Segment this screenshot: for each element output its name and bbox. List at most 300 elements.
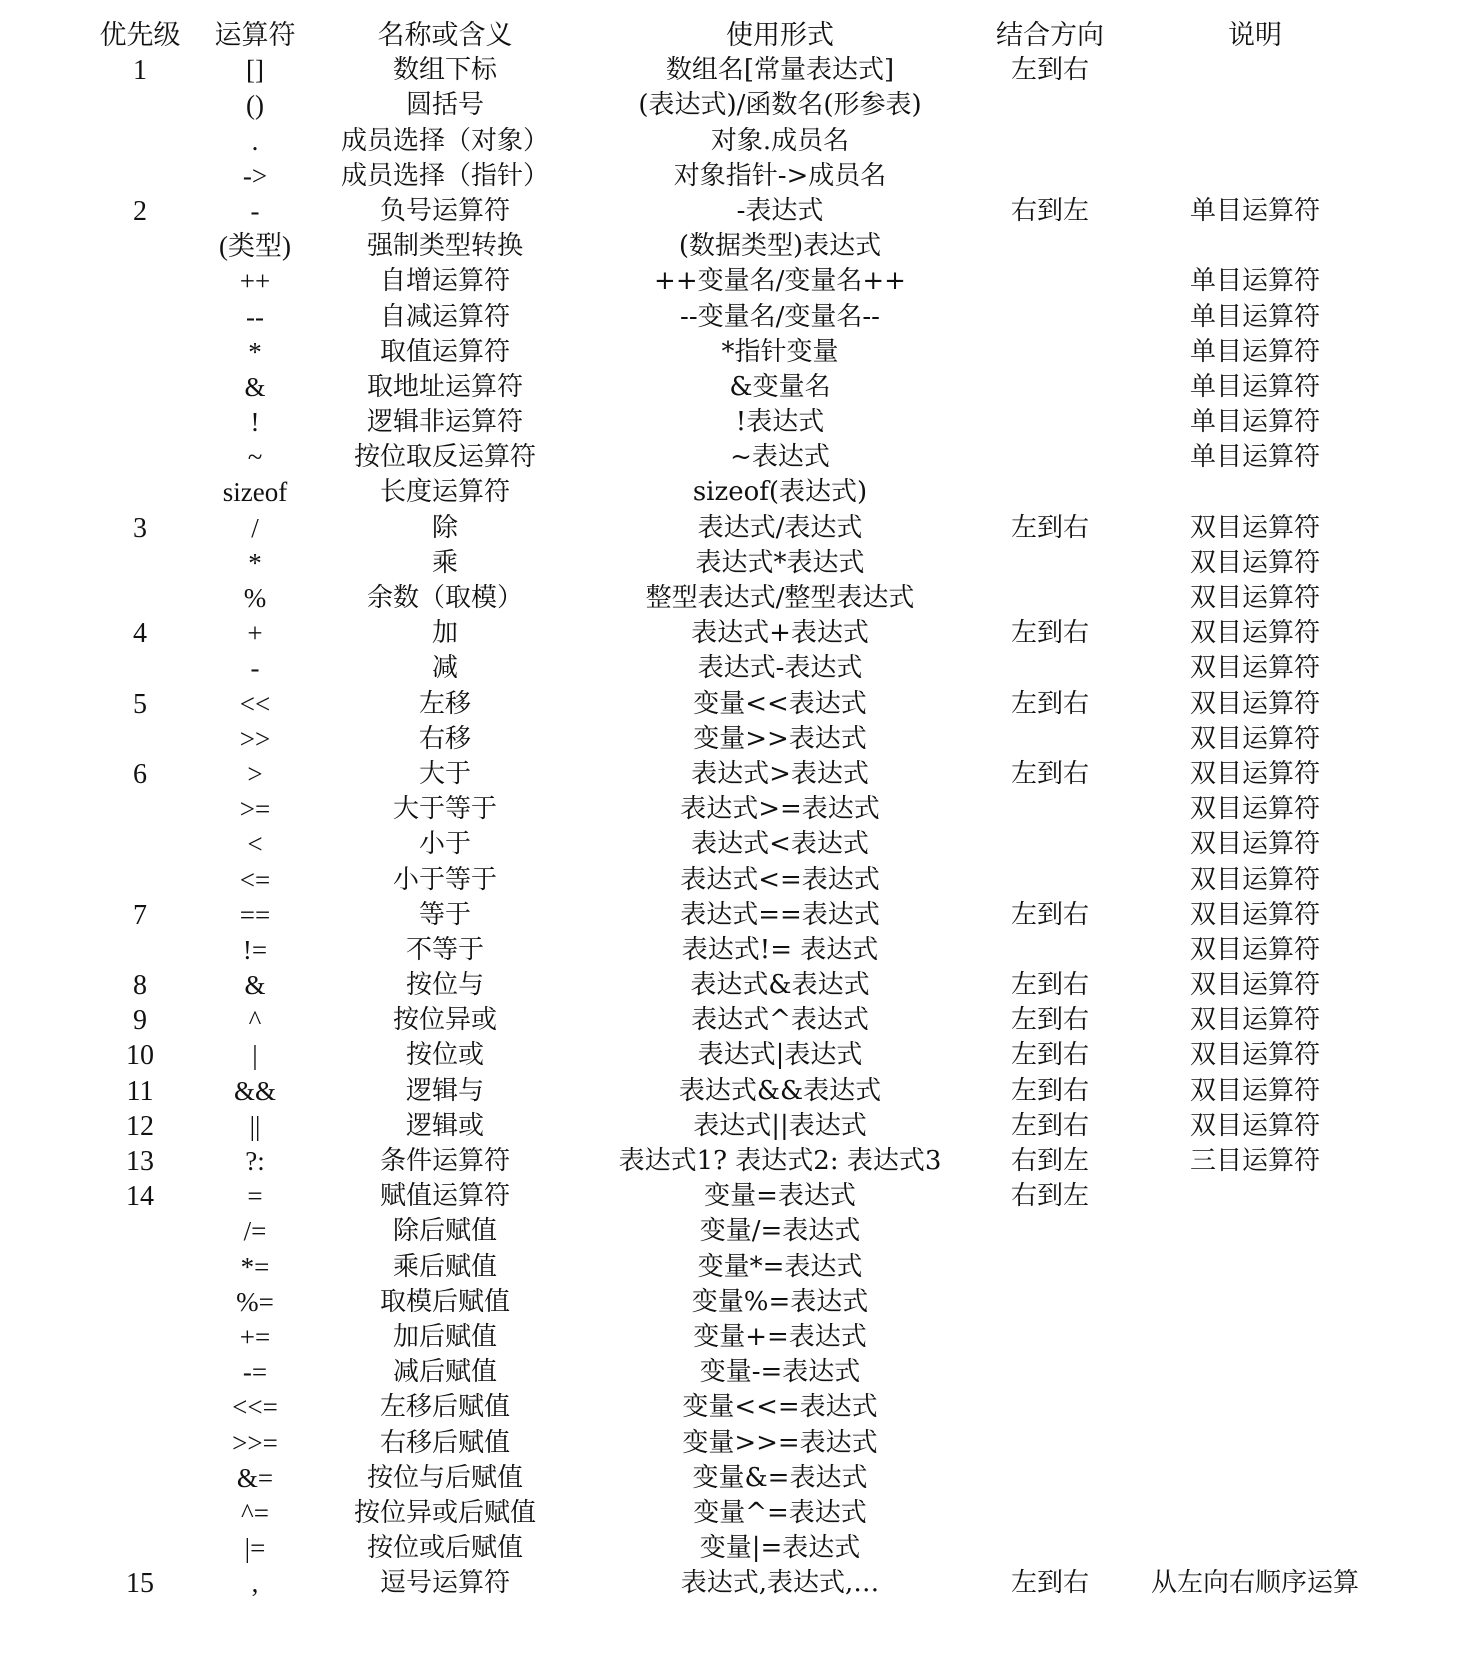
note-cell [1130,124,1380,159]
table-row [0,1496,1463,1531]
name-cell: 自增运算符 [379,266,510,297]
form-cell: 表达式==表达式 [680,899,880,930]
name-cell: 乘 [431,547,458,578]
table-row [0,687,1463,722]
operator-cell: * [248,547,262,578]
note-cell: 从左向右顺序运算 [1150,1568,1359,1599]
table-row [0,1074,1463,1109]
name-cell: 除后赋值 [392,1216,497,1247]
operator-cell: sizeof [222,477,288,508]
priority-cell: 13 [126,1146,154,1177]
priority-cell [88,124,192,159]
name-cell: 右移 [418,723,471,754]
operator-cell: -> [242,160,268,191]
table-row [0,88,1463,123]
direction-cell: 左到右 [1010,618,1089,649]
operator-cell: && [233,1075,276,1106]
direction-cell [985,546,1115,581]
form-cell: &变量名 [729,371,831,402]
name-cell: 自减运算符 [379,301,510,332]
table-row [0,651,1463,686]
direction-cell: 左到右 [1010,688,1089,719]
name-cell: 左移后赋值 [379,1392,510,1423]
name-cell: 减后赋值 [392,1357,497,1388]
form-cell: 表达式>表达式 [691,758,869,789]
priority-cell [88,1320,192,1355]
direction-cell [985,581,1115,616]
operator-cell: | [252,1040,258,1071]
form-cell: 变量*=表达式 [697,1251,863,1282]
operator-cell: ! [250,407,260,438]
direction-cell [985,863,1115,898]
note-cell [1130,1355,1380,1390]
operator-cell: >= [239,794,271,825]
priority-cell [88,1285,192,1320]
table-row [0,335,1463,370]
direction-cell [985,229,1115,264]
name-cell: 按位异或后赋值 [353,1497,536,1528]
form-cell: 数组名[常量表达式] [665,55,895,86]
table-row [0,933,1463,968]
priority-cell [88,229,192,264]
direction-cell [985,264,1115,299]
name-cell: 余数（取模） [366,583,523,613]
name-cell: 加后赋值 [392,1321,497,1352]
priority-cell: 7 [133,899,147,931]
table-row [0,616,1463,651]
form-cell: *指针变量 [721,336,839,367]
operator-cell: < [247,829,263,860]
name-cell: 条件运算符 [379,1146,510,1176]
priority-cell [88,264,192,299]
priority-cell: 9 [133,1005,147,1037]
direction-cell [985,405,1115,440]
table-row [0,757,1463,792]
form-cell: 变量=表达式 [704,1181,856,1212]
name-cell: 逻辑与 [405,1075,484,1106]
priority-cell: 6 [133,758,147,790]
form-cell: 对象.成员名 [710,125,850,156]
direction-cell [985,1250,1115,1285]
table-row [0,370,1463,405]
priority-cell [88,1426,192,1461]
form-cell: 变量^=表达式 [693,1497,867,1528]
form-cell: 表达式/表达式 [697,512,863,543]
form-cell: 变量+=表达式 [693,1321,867,1352]
note-cell: 双目运算符 [1189,829,1320,860]
name-cell: 减 [431,653,458,684]
operator-cell: != [242,934,268,965]
operator-cell: & [244,371,266,402]
form-cell: !表达式 [735,407,825,438]
header-direction: 结合方向 [996,20,1104,51]
note-cell [1130,229,1380,264]
direction-cell [985,1214,1115,1249]
direction-cell [985,159,1115,194]
operator-precedence-table [0,18,1463,1601]
priority-cell: 4 [133,618,147,650]
note-cell [1130,1179,1380,1214]
operator-cell: () [246,90,264,121]
priority-cell [88,370,192,405]
direction-cell [985,88,1115,123]
priority-cell [88,863,192,898]
form-cell: 表达式&&表达式 [678,1075,882,1106]
name-cell: 除 [431,512,458,543]
direction-cell: 左到右 [1010,1110,1089,1141]
note-cell [1130,159,1380,194]
table-row [0,792,1463,827]
operator-cell: , [251,1568,259,1599]
note-cell: 双目运算符 [1189,583,1320,613]
name-cell: 取值运算符 [379,336,510,367]
operator-cell: <= [239,864,271,895]
table-row [0,863,1463,898]
form-cell: (数据类型)表达式 [678,231,882,262]
note-cell [1130,1496,1380,1531]
note-cell: 双目运算符 [1189,547,1320,578]
name-cell: 数组下标 [392,55,497,86]
operator-cell: >> [239,723,271,754]
note-cell [1130,1390,1380,1425]
form-cell: 变量|=表达式 [699,1533,861,1564]
note-cell [1130,88,1380,123]
direction-cell [985,440,1115,475]
priority-cell: 14 [126,1181,154,1213]
direction-cell: 左到右 [1010,1005,1089,1036]
name-cell: 按位与后赋值 [366,1462,523,1493]
name-cell: 取模后赋值 [379,1286,510,1317]
direction-cell [985,475,1115,510]
name-cell: 左移 [418,688,471,719]
direction-cell [985,1390,1115,1425]
direction-cell: 左到右 [1010,970,1089,1001]
form-cell: 表达式<=表达式 [680,864,880,895]
table-row [0,1426,1463,1461]
name-cell: 长度运算符 [379,477,510,508]
name-cell: 强制类型转换 [366,231,523,262]
form-cell: (表达式)/函数名(形参表) [638,90,922,121]
name-cell: 加 [431,618,458,649]
form-cell: 整型表达式/整型表达式 [645,583,915,613]
priority-cell [88,159,192,194]
form-cell: 表达式+表达式 [691,618,869,649]
priority-cell: 11 [126,1075,154,1107]
header-note: 说明 [1228,20,1282,51]
note-cell: 双目运算符 [1189,1040,1320,1071]
priority-cell [88,827,192,862]
name-cell: 圆括号 [405,90,484,121]
direction-cell [985,124,1115,159]
note-cell [1130,53,1380,88]
direction-cell: 左到右 [1010,512,1089,543]
table-row [0,898,1463,933]
form-cell: ~表达式 [730,442,830,473]
priority-cell [88,1461,192,1496]
form-cell: 表达式*表达式 [695,547,865,578]
note-cell: 双目运算符 [1189,864,1320,895]
note-cell: 单目运算符 [1189,371,1320,402]
operator-cell: . [251,125,259,156]
form-cell: 表达式&表达式 [690,970,870,1001]
priority-cell [88,1496,192,1531]
note-cell [1130,1285,1380,1320]
header-name: 名称或含义 [377,20,513,51]
name-cell: 逻辑非运算符 [366,407,523,438]
priority-cell [88,475,192,510]
form-cell: 表达式<表达式 [691,829,869,860]
table-row [0,1038,1463,1073]
name-cell: 不等于 [405,934,484,965]
direction-cell [985,1426,1115,1461]
operator-cell: |= [244,1533,266,1564]
table-row [0,968,1463,1003]
operator-cell: == [239,899,271,930]
header-operator: 运算符 [214,20,296,51]
operator-cell: - [250,195,260,226]
priority-cell [88,722,192,757]
note-cell: 双目运算符 [1189,1005,1320,1036]
priority-cell [88,546,192,581]
direction-cell [985,300,1115,335]
name-cell: 小于 [418,829,471,860]
note-cell: 双目运算符 [1189,899,1320,930]
table-header-row [0,18,1463,53]
priority-cell [88,1531,192,1566]
table-row [0,1566,1463,1601]
operator-cell: ++ [239,266,271,297]
table-row [0,1390,1463,1425]
form-cell: 变量/=表达式 [699,1216,861,1247]
operator-cell: > [247,758,263,789]
operator-cell: -- [246,301,264,332]
table-row [0,1355,1463,1390]
priority-cell: 3 [133,512,147,544]
table-row [0,1003,1463,1038]
note-cell: 双目运算符 [1189,618,1320,649]
operator-cell: & [244,970,266,1001]
operator-cell: ?: [245,1146,265,1176]
form-cell: 变量<<表达式 [693,688,867,719]
table-row [0,827,1463,862]
name-cell: 负号运算符 [379,195,510,226]
table-row [0,264,1463,299]
form-cell: 表达式1? 表达式2: 表达式3 [618,1146,942,1176]
priority-cell [88,1390,192,1425]
table-row [0,229,1463,264]
name-cell: 按位或后赋值 [366,1533,523,1564]
direction-cell [985,1461,1115,1496]
table-row [0,1250,1463,1285]
note-cell [1130,1214,1380,1249]
direction-cell [985,370,1115,405]
operator-cell: [] [246,55,264,86]
note-cell: 双目运算符 [1189,934,1320,965]
form-cell: --变量名/变量名-- [680,301,880,332]
note-cell [1130,1320,1380,1355]
direction-cell [985,792,1115,827]
direction-cell [985,1320,1115,1355]
form-cell: sizeof(表达式) [692,477,868,508]
table-row [0,124,1463,159]
operator-cell: *= [240,1251,270,1282]
table-row [0,546,1463,581]
table-row [0,1531,1463,1566]
direction-cell: 左到右 [1010,1040,1089,1071]
priority-cell [88,335,192,370]
form-cell: 表达式,表达式,… [680,1568,880,1599]
name-cell: 按位或 [405,1040,484,1071]
name-cell: 逻辑或 [405,1110,484,1141]
note-cell: 单目运算符 [1189,336,1320,367]
operator-cell: (类型) [219,231,291,262]
priority-cell: 10 [126,1040,154,1072]
priority-cell [88,1214,192,1249]
priority-cell [88,933,192,968]
note-cell: 双目运算符 [1189,512,1320,543]
table-row [0,1144,1463,1179]
note-cell: 双目运算符 [1189,794,1320,825]
table-row [0,440,1463,475]
name-cell: 右移后赋值 [379,1427,510,1458]
table-row [0,1461,1463,1496]
name-cell: 赋值运算符 [379,1181,510,1212]
form-cell: 表达式^表达式 [691,1005,869,1036]
form-cell: 表达式|表达式 [697,1040,863,1071]
name-cell: 成员选择（对象） [340,125,549,156]
priority-cell [88,792,192,827]
table-row [0,53,1463,88]
direction-cell: 左到右 [1010,1568,1089,1599]
direction-cell [985,933,1115,968]
form-cell: 变量<<=表达式 [682,1392,878,1423]
operator-cell: || [249,1110,261,1141]
direction-cell [985,1496,1115,1531]
note-cell [1130,475,1380,510]
name-cell: 按位取反运算符 [353,442,536,473]
priority-cell [88,1250,192,1285]
note-cell: 双目运算符 [1189,1110,1320,1141]
direction-cell: 左到右 [1010,1075,1089,1106]
form-cell: 表达式-表达式 [697,653,863,684]
operator-cell: -= [242,1357,268,1388]
form-cell: 表达式||表达式 [693,1110,867,1141]
priority-cell: 12 [126,1110,154,1142]
name-cell: 取地址运算符 [366,371,523,402]
direction-cell: 右到左 [1010,1146,1089,1176]
table-row [0,581,1463,616]
note-cell: 单目运算符 [1189,195,1320,226]
priority-cell [88,581,192,616]
priority-cell [88,88,192,123]
table-row [0,405,1463,440]
form-cell: 变量>>表达式 [693,723,867,754]
priority-cell [88,300,192,335]
operator-cell: ^= [241,1497,269,1528]
name-cell: 按位与 [405,970,484,1001]
table-row [0,300,1463,335]
priority-cell [88,405,192,440]
priority-cell [88,440,192,475]
priority-cell: 15 [126,1568,154,1600]
table-row [0,1179,1463,1214]
table-row [0,511,1463,546]
operator-cell: - [250,653,260,684]
priority-cell: 2 [133,195,147,227]
note-cell: 双目运算符 [1189,723,1320,754]
form-cell: 表达式!= 表达式 [681,934,879,965]
name-cell: 逗号运算符 [379,1568,510,1599]
table-row [0,1320,1463,1355]
direction-cell [985,827,1115,862]
direction-cell: 左到右 [1010,55,1089,86]
direction-cell [985,335,1115,370]
operator-cell: /= [243,1216,267,1247]
table-row [0,194,1463,229]
operator-cell: << [239,688,271,719]
name-cell: 小于等于 [392,864,497,895]
form-cell: 变量&=表达式 [692,1462,868,1493]
direction-cell: 左到右 [1010,899,1089,930]
name-cell: 乘后赋值 [392,1251,497,1282]
direction-cell [985,722,1115,757]
form-cell: 表达式>=表达式 [680,794,880,825]
form-cell: 变量%=表达式 [691,1286,869,1317]
table-row [0,475,1463,510]
note-cell: 单目运算符 [1189,407,1320,438]
operator-cell: * [248,336,262,367]
operator-cell: ^ [248,1005,262,1036]
priority-cell: 1 [133,55,147,87]
priority-cell: 5 [133,688,147,720]
table-row [0,1109,1463,1144]
name-cell: 大于等于 [392,794,497,825]
form-cell: 对象指针->成员名 [673,160,887,191]
operator-cell: >>= [232,1427,278,1458]
operator-cell: / [251,512,259,543]
note-cell: 双目运算符 [1189,1075,1320,1106]
header-priority: 优先级 [99,20,181,51]
note-cell: 双目运算符 [1189,688,1320,719]
note-cell [1130,1461,1380,1496]
operator-cell: = [247,1181,263,1212]
priority-cell [88,651,192,686]
operator-cell: % [243,583,267,613]
direction-cell: 右到左 [1010,195,1089,226]
table-row [0,1214,1463,1249]
form-cell: 变量>>=表达式 [682,1427,878,1458]
table-body [0,53,1463,1601]
direction-cell [985,1531,1115,1566]
name-cell: 大于 [418,758,471,789]
name-cell: 等于 [418,899,471,930]
direction-cell: 左到右 [1010,758,1089,789]
direction-cell [985,1285,1115,1320]
header-form: 使用形式 [726,20,834,51]
note-cell: 三目运算符 [1189,1146,1320,1176]
table-row [0,1285,1463,1320]
name-cell: 成员选择（指针） [340,160,549,191]
note-cell: 双目运算符 [1189,653,1320,684]
operator-cell: &= [236,1462,274,1493]
operator-cell: %= [236,1286,274,1317]
note-cell [1130,1531,1380,1566]
form-cell: ++变量名/变量名++ [654,266,906,297]
priority-cell [88,1355,192,1390]
direction-cell [985,1355,1115,1390]
form-cell: -表达式 [736,195,824,226]
direction-cell: 右到左 [1010,1181,1089,1212]
